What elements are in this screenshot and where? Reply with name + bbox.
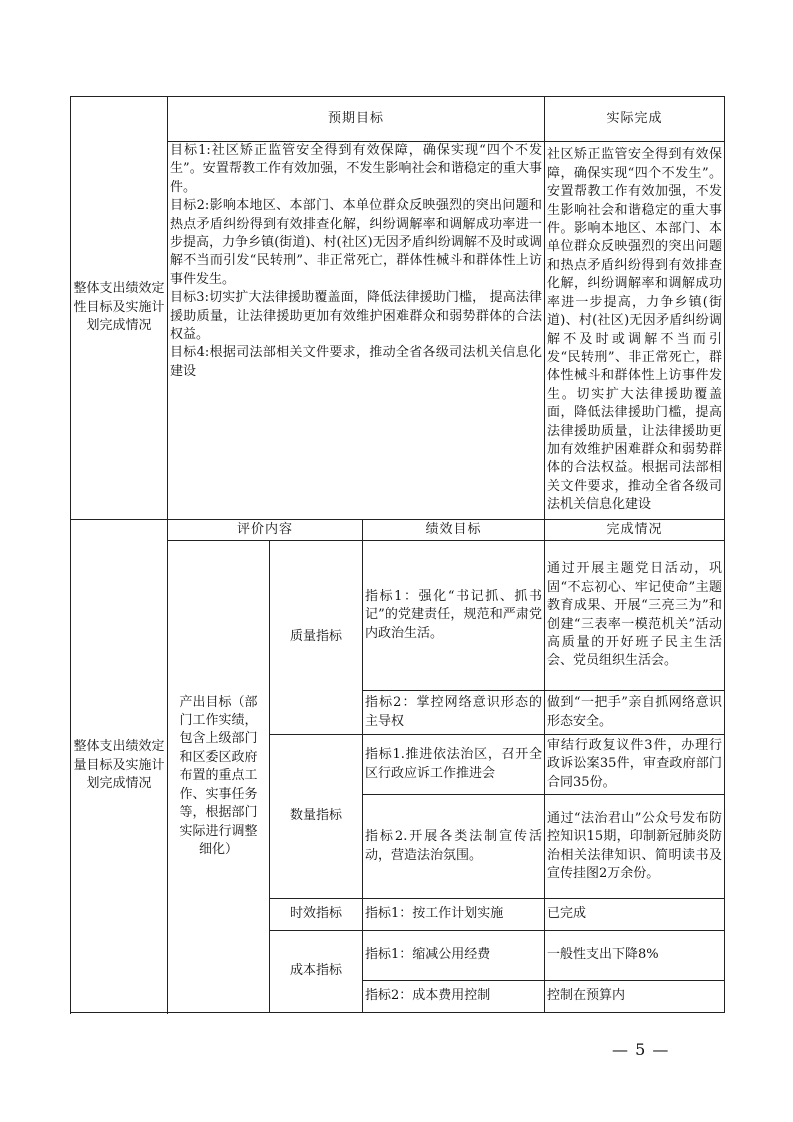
expected-goal-1: 目标1:社区矫正监管安全得到有效保障，确保实现“四个不发生”。安置帮教工作有效加强，不发生影响社会和谐稳定的重大事件。	[170, 143, 543, 195]
section2-label: 整体支出绩效定量目标及实施计划完成情况	[71, 520, 168, 1013]
quantity-status-2: 通过“法治君山”公众号发布防控知识15期，印制新冠肺炎防治相关法律知识、简明读书及宣传挂图2万余份。	[545, 795, 725, 899]
completion-status-header: 完成情况	[545, 520, 725, 541]
page-number: — 5 —	[612, 1040, 670, 1059]
actual-complete-text: 社区矫正监管安全得到有效保障，确保实现“四个不发生”。安置帮教工作有效加强，不发生影响社会和谐稳定的重大事件。影响本地区、本部门、本单位群众反映强烈的突出问题和热点矛盾纠纷得到有效排查化解，纠纷调解率和调解成功率进一步提高，力争乡镇(街道)、村(社区)无因矛盾纠纷调解不及时或调解不当而引发“民转刑”、非正常死亡，群体性械斗和群体性上访事件发生。切实扩大法律援助覆盖面，降低法律援助门槛，提高法律援助质量，让法律援助更加有效维护困难群众和弱势群体的合法权益。根据司法部相关文件要求，推动全省各级司法机关信息化建设	[545, 142, 725, 520]
perf-target-header: 绩效目标	[363, 520, 545, 541]
quantity-target-2: 指标2.开展各类法制宣传活动，营造法治氛围。	[363, 795, 545, 899]
quality-status-2: 做到“一把手”亲自抓网络意识形态安全。	[545, 691, 725, 735]
quantity-indicator-label: 数量指标	[270, 735, 363, 899]
timeliness-target-1: 指标1：按工作计划实施	[363, 899, 545, 931]
expected-goal-header: 预期目标	[168, 97, 545, 142]
performance-table	[70, 96, 725, 1013]
eval-content-header: 评价内容	[168, 520, 363, 541]
quality-indicator-label: 质量指标	[270, 541, 363, 735]
cost-status-2: 控制在预算内	[545, 981, 725, 1013]
output-goal-cell: 产出目标（部门工作实绩，包含上级部门和区委区政府布置的重点工作、实事任务等，根据部门实际进行调整细化）	[168, 541, 270, 1013]
actual-complete-header: 实际完成	[545, 97, 725, 142]
expected-goal-3: 目标3:切实扩大法律援助覆盖面，降低法律援助门槛， 提高法律援助质量，让法律援助更加有效维护困难群众和弱势群体的合法权益。	[170, 290, 543, 343]
cost-indicator-label: 成本指标	[270, 931, 363, 1013]
quality-target-1: 指标1：强化“书记抓、抓书记”的党建责任，规范和严肃党内政治生活。	[363, 541, 545, 691]
cost-status-1: 一般性支出下降8%	[545, 931, 725, 981]
timeliness-status-1: 已完成	[545, 899, 725, 931]
quality-status-1: 通过开展主题党日活动，巩固“不忘初心、牢记使命”主题教育成果、开展“三亮三为”和创建“三表率一模范机关”活动高质量的开好班子民主生活会、党员组织生活会。	[545, 541, 725, 691]
section1-label: 整体支出绩效定性目标及实施计划完成情况	[71, 97, 168, 520]
expected-goal-2: 目标2:影响本地区、本部门、本单位群众反映强烈的突出问题和热点矛盾纠纷得到有效排查化解，纠纷调解率和调解成功率进一步提高，力争乡镇(街道)、村(社区)无因矛盾纠纷调解不及时或调解不当而引发“民转刑”、非正常死亡，群体性械斗和群体性上访事件发生。	[170, 198, 543, 287]
timeliness-indicator-label: 时效指标	[270, 899, 363, 931]
quantity-target-1: 指标1.推进依法治区，召开全区行政应诉工作推进会	[363, 735, 545, 795]
quality-target-2: 指标2：掌控网络意识形态的主导权	[363, 691, 545, 735]
cost-target-1: 指标1：缩减公用经费	[363, 931, 545, 981]
quantity-status-1: 审结行政复议件3件，办理行政诉讼案35件，审查政府部门合同35份。	[545, 735, 725, 795]
expected-goal-4: 目标4:根据司法部相关文件要求，推动全省各级司法机关信息化建设	[170, 345, 543, 379]
cost-target-2: 指标2：成本费用控制	[363, 981, 545, 1013]
expected-goals-cell	[168, 142, 545, 520]
